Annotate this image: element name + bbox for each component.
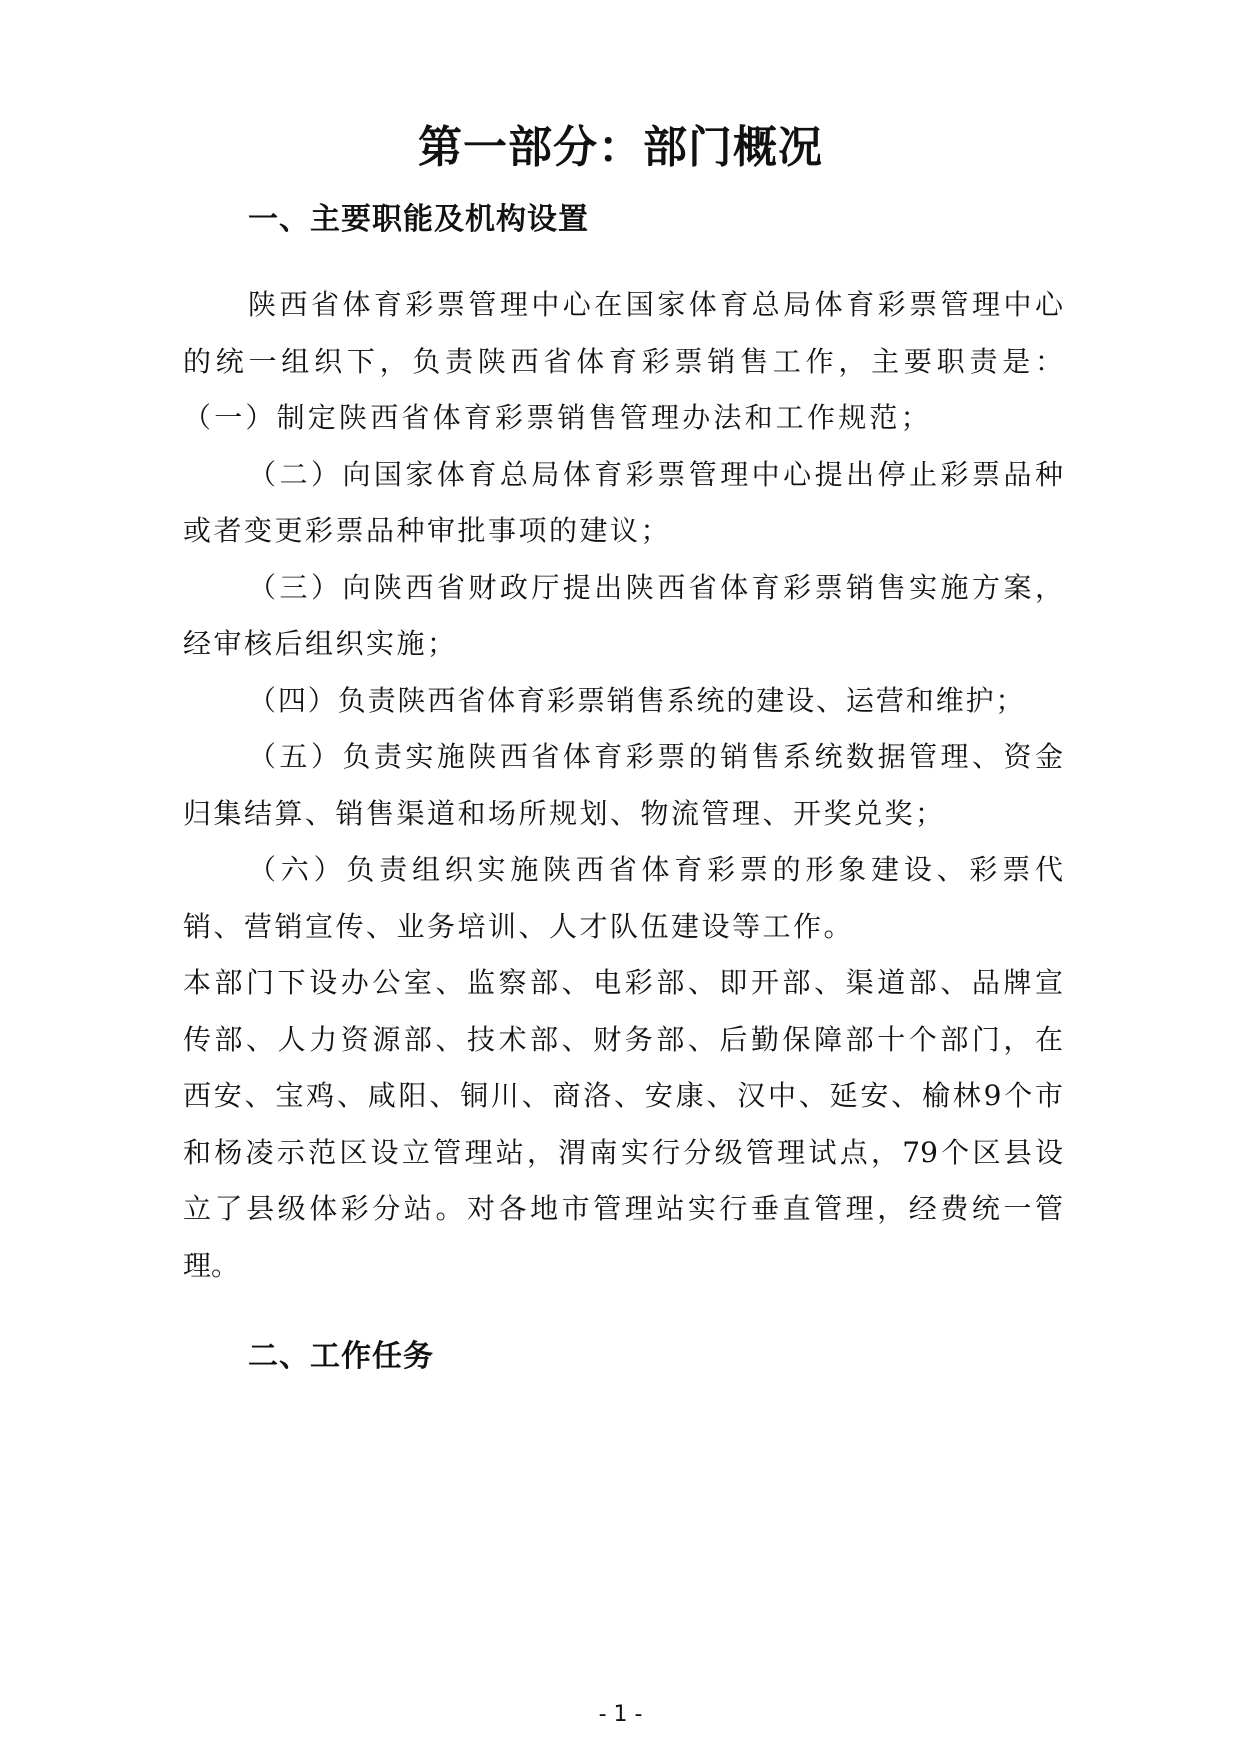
paragraph-line: （五）负责实施陕西省体育彩票的销售系统数据管理、资金 [248,740,1063,773]
paragraph-line: （三）向陕西省财政厅提出陕西省体育彩票销售实施方案， [248,571,1063,604]
paragraph-line: 销、营销宣传、业务培训、人才队伍建设等工作。 [183,910,855,943]
paragraph-line: （四）负责陕西省体育彩票销售系统的建设、运营和维护； [248,684,1026,717]
paragraph-line: 传部、人力资源部、技术部、财务部、后勤保障部十个部门，在 [183,1023,1063,1056]
page-title: 第一部分：部门概况 [418,122,823,173]
paragraph-line: 陕西省体育彩票管理中心在国家体育总局体育彩票管理中心 [248,288,1063,321]
paragraph-line: 归集结算、销售渠道和场所规划、物流管理、开奖兑奖； [183,797,946,830]
paragraph-line: 理。 [183,1249,240,1282]
paragraph-line: （六）负责组织实施陕西省体育彩票的形象建设、彩票代 [248,853,1063,886]
paragraph-line: 西安、宝鸡、咸阳、铜川、商洛、安康、汉中、延安、榆林9个市 [183,1079,1063,1112]
page-number: - 1 - [598,1702,643,1727]
paragraph-line: 或者变更彩票品种审批事项的建议； [183,514,672,547]
paragraph-line: 和杨凌示范区设立管理站，渭南实行分级管理试点，79个区县设 [183,1136,1063,1169]
paragraph-line: （一）制定陕西省体育彩票销售管理办法和工作规范； [183,401,932,434]
paragraph-line: 经审核后组织实施； [183,627,458,660]
section-heading-tasks: 二、工作任务 [248,1339,434,1374]
paragraph-line: （二）向国家体育总局体育彩票管理中心提出停止彩票品种 [248,458,1063,491]
section-heading-functions: 一、主要职能及机构设置 [248,202,589,237]
paragraph-line: 立了县级体彩分站。对各地市管理站实行垂直管理，经费统一管 [183,1192,1063,1225]
paragraph-line: 的统一组织下，负责陕西省体育彩票销售工作，主要职责是： [183,345,1063,378]
paragraph-line: 本部门下设办公室、监察部、电彩部、即开部、渠道部、品牌宣 [183,966,1063,999]
